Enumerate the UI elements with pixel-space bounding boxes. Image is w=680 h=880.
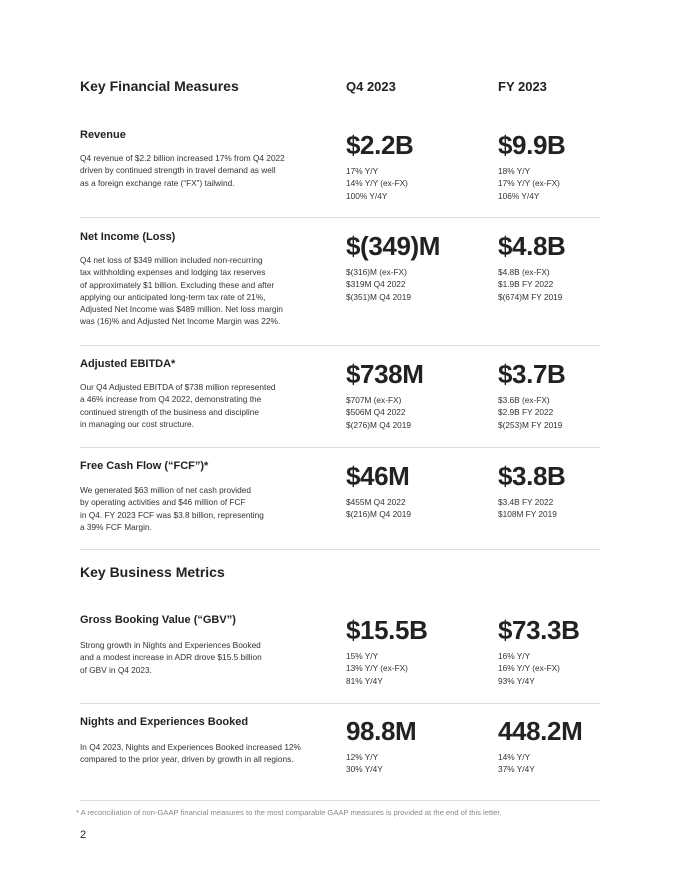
nights-experiences-description: In Q4 2023, Nights and Experiences Booked increased 12% compared to the prior year, driven by growth in all regions. — [80, 742, 301, 765]
divider — [80, 800, 600, 801]
free-cash-flow-q4-details: $455M Q4 2022 $(216)M Q4 2019 — [346, 497, 412, 520]
net-income-q4-value: $(349)M — [346, 231, 441, 261]
revenue-fy-details: 18% Y/Y 17% Y/Y (ex-FX) 106% Y/4Y — [498, 166, 560, 201]
revenue-label: Revenue — [80, 129, 126, 141]
adjusted-ebitda-q4-metric — [346, 359, 506, 431]
free-cash-flow-q4-metric — [346, 461, 506, 521]
key-financial-measures-heading: Key Financial Measures — [80, 78, 239, 94]
free-cash-flow-fy-details: $3.4B FY 2022 $108M FY 2019 — [498, 497, 557, 520]
adjusted-ebitda-label: Adjusted EBITDA* — [80, 358, 176, 370]
net-income-label: Net Income (Loss) — [80, 231, 176, 243]
revenue-q4-value: $2.2B — [346, 130, 414, 160]
nights-experiences-fy-details: 14% Y/Y 37% Y/4Y — [498, 752, 535, 775]
adjusted-ebitda-description: Our Q4 Adjusted EBITDA of $738 million represented a 46% increase from Q4 2022, demonstrating the continued strength of the business and discipline in managing our cost structure. — [80, 382, 276, 429]
net-income-description: Q4 net loss of $349 million included non-recurring tax withholding expenses and lodging tax reserves of approximately $1 billion. Excluding these and after applying our anticipated long-term tax rate of 21%, Adjusted Net Income was $489 million. Net loss margin was (16)% and Adjusted Net Income Margin was 22%. — [80, 255, 283, 327]
gross-booking-value-q4-metric — [346, 615, 506, 687]
adjusted-ebitda-q4-details: $707M (ex-FX) $506M Q4 2022 $(276)M Q4 2019 — [346, 395, 412, 430]
divider — [80, 549, 600, 550]
gross-booking-value-fy-value: $73.3B — [498, 615, 580, 645]
net-income-fy-metric — [498, 231, 658, 303]
nights-experiences-q4-metric — [346, 716, 506, 776]
gross-booking-value-fy-metric — [498, 615, 658, 687]
free-cash-flow-label: Free Cash Flow (“FCF”)* — [80, 460, 209, 472]
page-number: 2 — [80, 829, 87, 841]
q4-2023-column-header: Q4 2023 — [346, 79, 396, 94]
adjusted-ebitda-fy-details: $3.6B (ex-FX) $2.9B FY 2022 $(253)M FY 2019 — [498, 395, 563, 430]
divider — [80, 345, 600, 346]
adjusted-ebitda-fy-metric — [498, 359, 658, 431]
divider — [80, 217, 600, 218]
nights-experiences-q4-value: 98.8M — [346, 716, 417, 746]
net-income-q4-details: $(316)M (ex-FX) $319M Q4 2022 $(351)M Q4 2019 — [346, 267, 412, 302]
free-cash-flow-fy-metric — [498, 461, 658, 521]
divider — [80, 703, 600, 704]
nights-experiences-q4-details: 12% Y/Y 30% Y/4Y — [346, 752, 383, 775]
gross-booking-value-description: Strong growth in Nights and Experiences Booked and a modest increase in ADR drove $15.5 billion of GBV in Q4 2023. — [80, 640, 262, 675]
key-business-metrics-heading: Key Business Metrics — [80, 564, 225, 580]
revenue-q4-metric — [346, 130, 506, 202]
nights-experiences-fy-value: 448.2M — [498, 716, 583, 746]
free-cash-flow-fy-value: $3.8B — [498, 461, 566, 491]
divider — [80, 447, 600, 448]
revenue-fy-value: $9.9B — [498, 130, 566, 160]
net-income-q4-metric — [346, 231, 506, 303]
nights-experiences-label: Nights and Experiences Booked — [80, 716, 249, 728]
revenue-q4-details: 17% Y/Y 14% Y/Y (ex-FX) 100% Y/4Y — [346, 166, 408, 201]
free-cash-flow-description: We generated $63 million of net cash provided by operating activities and $46 million of FCF in Q4. FY 2023 FCF was $3.8 billion, representing a 39% FCF Margin. — [80, 485, 264, 532]
revenue-fy-metric — [498, 130, 658, 202]
net-income-fy-value: $4.8B — [498, 231, 566, 261]
gross-booking-value-q4-details: 15% Y/Y 13% Y/Y (ex-FX) 81% Y/4Y — [346, 651, 408, 686]
free-cash-flow-q4-value: $46M — [346, 461, 410, 491]
fy-2023-column-header: FY 2023 — [498, 79, 547, 94]
adjusted-ebitda-q4-value: $738M — [346, 359, 424, 389]
adjusted-ebitda-fy-value: $3.7B — [498, 359, 566, 389]
nights-experiences-fy-metric — [498, 716, 658, 776]
gross-booking-value-fy-details: 16% Y/Y 16% Y/Y (ex-FX) 93% Y/4Y — [498, 651, 560, 686]
gross-booking-value-q4-value: $15.5B — [346, 615, 428, 645]
net-income-fy-details: $4.8B (ex-FX) $1.9B FY 2022 $(674)M FY 2019 — [498, 267, 563, 302]
revenue-description: Q4 revenue of $2.2 billion increased 17% from Q4 2022 driven by continued strength in travel demand as well as a foreign exchange rate (“FX”) tailwind. — [80, 153, 285, 188]
gross-booking-value-label: Gross Booking Value (“GBV”) — [80, 614, 236, 626]
footnote: * A reconciliation of non-GAAP financial measures to the most comparable GAAP measures is provided at the end of this letter. — [76, 808, 502, 817]
